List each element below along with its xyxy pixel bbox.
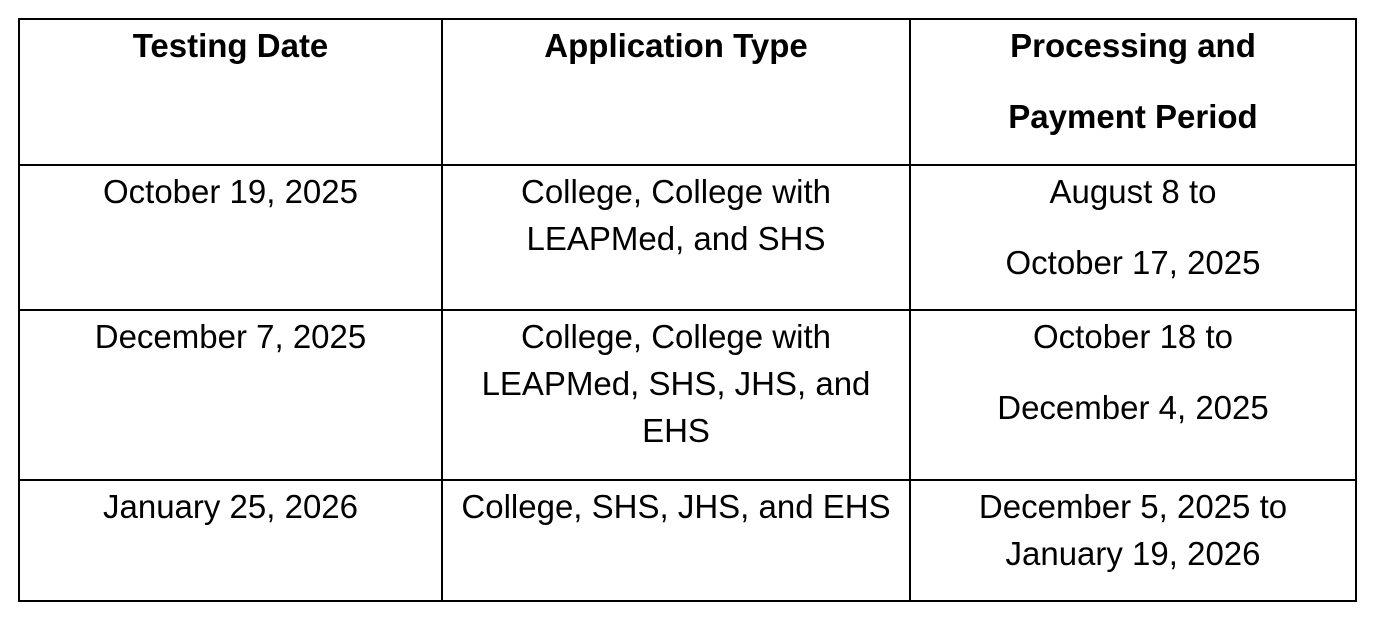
application-type-text: College, SHS, JHS, and EHS [461,488,891,525]
header-testing-date-label: Testing Date [132,27,329,64]
cell-period [910,310,1356,480]
header-testing-date [19,19,442,165]
application-type-text: College, College with LEAPMed, SHS, JHS, and EHS [481,318,871,449]
header-application-type-label: Application Type [544,27,808,64]
cell-application-type [442,165,910,310]
period-line-1: August 8 to [1049,173,1217,210]
testing-date-text: October 19, 2025 [102,173,358,210]
cell-period [910,480,1356,601]
period-line-2: January 19, 2026 [1005,535,1261,572]
cell-testing-date [19,165,442,310]
period-line-2: October 17, 2025 [1005,244,1261,281]
testing-schedule-table [18,18,1357,602]
application-type-text: College, College with LEAPMed, and SHS [520,173,831,257]
header-application-type [442,19,910,165]
cell-testing-date [19,310,442,480]
header-processing-line-1: Processing and [1010,27,1256,64]
testing-date-text: December 7, 2025 [94,318,367,355]
header-processing-line-2: Payment Period [1008,98,1258,135]
table-row [19,310,1356,480]
period-line-1: December 5, 2025 to [978,488,1288,525]
testing-date-text: January 25, 2026 [102,488,359,525]
period-line-2: December 4, 2025 [997,389,1269,426]
cell-period [910,165,1356,310]
header-processing-payment-period [910,19,1356,165]
period-line-1: October 18 to [1033,318,1233,355]
cell-application-type [442,480,910,601]
cell-application-type [442,310,910,480]
cell-testing-date [19,480,442,601]
table-row [19,480,1356,601]
table-row [19,165,1356,310]
table-header-row [19,19,1356,165]
